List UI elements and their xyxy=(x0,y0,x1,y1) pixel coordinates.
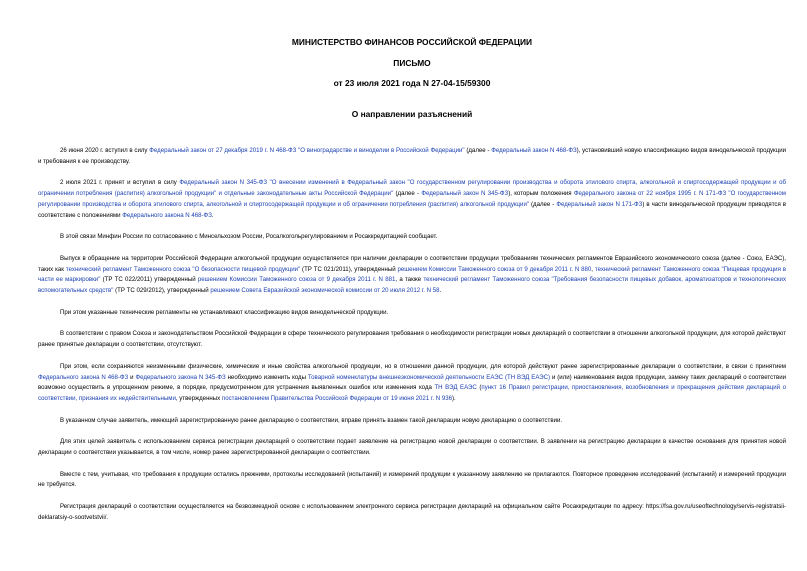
paragraph-text: ), которым положения xyxy=(508,190,574,198)
document-link[interactable]: Федерального закона N 468-ФЗ xyxy=(38,373,129,381)
paragraph-text: (ТР ТС 029/2012), утвержденный xyxy=(113,287,211,295)
paragraph-text: ( xyxy=(476,384,482,392)
document-link[interactable]: решением Совета Евразийской экономической комиссии от 20 июля 2012 г. N 58 xyxy=(210,287,440,295)
document-type: ПИСЬМО xyxy=(393,58,431,68)
paragraph-text: . xyxy=(211,211,214,219)
paragraph-text: (ТР ТС 022/2011) утвержденный xyxy=(100,276,198,284)
document-link[interactable]: технический регламент Таможенного союза "Пищевая продукция в части ее маркировки" xyxy=(38,265,786,284)
paragraph xyxy=(38,232,786,243)
document-link[interactable]: Федерального закона N 468-ФЗ xyxy=(122,211,212,219)
paragraph-text: Выпуск в обращение на территории Российской Федерации алкогольной продукции осуществляется при наличии декларации о соответствии продукции требованиям технических регламентов Евразийского экономического союза (далее - Союз, ЕАЭС), таких как xyxy=(38,254,786,273)
paragraph-text: и xyxy=(128,373,136,381)
paragraph-text: . xyxy=(439,287,442,295)
subject-title: О направлении разъяснений xyxy=(351,109,473,119)
paragraph-text: Вместе с тем, учитывая, что требования к продукции остались прежними, протоколы исследований (испытаний) и измерений продукции к указанному заявлению не прилагаются. Повторное проведение исследований (испытаний) и измерений продукции не требуется. xyxy=(38,470,786,489)
document-link[interactable]: Федеральный закон N 468-ФЗ xyxy=(491,147,577,154)
paragraph xyxy=(38,502,786,523)
ministry-heading: МИНИСТЕРСТВО ФИНАНСОВ РОССИЙСКОЙ ФЕДЕРАЦИИ xyxy=(291,37,533,47)
paragraph-text: , xyxy=(591,265,595,273)
paragraph-text: (далее - xyxy=(464,147,492,154)
paragraph-text: ). xyxy=(452,394,456,402)
document-link[interactable]: технический регламент Таможенного союза "О безопасности пищевой продукции" xyxy=(65,265,301,273)
paragraph xyxy=(38,308,786,319)
paragraph-text: Регистрация деклараций о соответствии осуществляется на безвозмездной основе с использованием электронного сервиса регистрации деклараций на официальном сайте Росаккредитации по адресу: https://fsa.gov.ru/useoftechnology/servis-registratsii-deklaratsiy-o-sootvetstvii/. xyxy=(38,503,786,521)
document-link[interactable]: постановлением Правительства Российской Федерации от 19 июня 2021 г. N 936 xyxy=(221,394,453,402)
document-link[interactable]: решением Комиссии Таможенного союза от 9 декабря 2011 г. N 881 xyxy=(197,276,396,284)
document-link[interactable]: Федерального закона от 22 ноября 1995 г. N 171-ФЗ "О государственном регулировании производства и оборота этилового спирта, алкогольной и спиртосодержащей продукции и об ограничении потребления (распития) алкогольной продукции" xyxy=(38,190,786,208)
document-link[interactable]: решением Комиссии Таможенного союза от 9 декабря 2011 г. N 880 xyxy=(397,265,592,273)
document-link[interactable]: Федерального закона N 345-ФЗ xyxy=(135,373,226,381)
paragraph xyxy=(38,254,786,297)
document-link[interactable]: Федеральный закон N 345-ФЗ "О внесении изменений в Федеральный закон "О государственном регулировании производства и оборота этилового спирта, алкогольной и спиртосодержащей продукции и об ограничении потребления (распития) алкогольной продукции" и отдельные законодательные акты Российской Федерации" xyxy=(38,179,786,198)
paragraph-text: При этом указанные технические регламенты не устанавливают классификацию видов винодельческой продукции. xyxy=(60,308,389,316)
paragraph xyxy=(38,146,786,167)
paragraph-text: В соответствии с правом Союза и законодательством Российской Федерации в сфере технического регулирования требования о необходимости регистрации новых деклараций о соответствии в отношении алкогольной продукции, для которой действуют ранее принятые декларации о соответствии, отсутствуют. xyxy=(38,330,786,349)
paragraph-text: ) в части винодельческой продукции приводятся в соответствие с положениями xyxy=(38,200,786,219)
document-body xyxy=(38,146,786,524)
paragraph xyxy=(38,178,786,221)
paragraph-text: В этой связи Минфин России по согласованию с Минсельхозом России, Росалкогольрегулированием и Росаккредитацией сообщает. xyxy=(60,233,438,241)
document-link[interactable]: Федеральный закон N 345-ФЗ xyxy=(421,190,509,198)
document-link[interactable]: ТН ВЭД ЕАЭС xyxy=(434,384,477,392)
paragraph-text: Для этих целей заявитель с использованием сервиса регистрации деклараций о соответствии подает заявление на регистрацию новой декларации о соответствии. В заявлении на регистрацию декларации в качестве основания для принятия новой декларации о соответствии указывается, в том числе, номер ранее зарегистрированной декларации о соответствии. xyxy=(38,438,786,457)
paragraph-text: и (или) наименования видов продукции, замену таких деклараций о соответствии возможно осуществить в упрощенном режиме, в порядке, предусмотренном для устранения выявленных ошибок или изменения кода xyxy=(38,373,786,392)
paragraph-text: необходимо изменить коды xyxy=(225,373,308,381)
paragraph-text: В указанном случае заявитель, имеющий зарегистрированную ранее декларацию о соответствии, вправе принять взамен такой декларации новую декларацию о соответствии. xyxy=(60,416,563,424)
paragraph-text: При этом, если сохраняются неизменными физические, химические и иные свойства алкогольной продукции, но в отношении данной продукции, для которой действуют ранее зарегистрированные декларации о соответствии, в связи с принятием xyxy=(60,362,786,370)
document-link[interactable]: Федеральный закон N 171-ФЗ xyxy=(556,200,643,208)
paragraph-text: (далее - xyxy=(529,200,557,208)
document-link[interactable]: Федеральный закон от 27 декабря 2019 г. N 468-ФЗ "О виноградарстве и виноделии в Российской Федерации" xyxy=(149,147,465,154)
document-link[interactable]: Товарной номенклатуры внешнеэкономической деятельности ЕАЭС (ТН ВЭД ЕАЭС) xyxy=(307,373,551,381)
paragraph-text: ), установивший новую классификацию видов винодельческой продукции и требования к ее производству. xyxy=(38,147,787,165)
paragraph-text: 2 июля 2021 г. принят и вступил в силу xyxy=(60,179,180,187)
paragraph xyxy=(38,416,786,427)
paragraph-text: , а также xyxy=(395,276,424,284)
paragraph xyxy=(38,362,786,405)
paragraph-text: 26 июня 2020 г. вступил в силу xyxy=(60,147,150,154)
paragraph-text: , утвержденных xyxy=(175,394,222,402)
document-link[interactable]: пункт 16 Правил регистрации, приостановления, возобновления и прекращения действия деклараций о соответствии, признания их недействительными xyxy=(38,384,786,402)
paragraph-text: (далее - xyxy=(393,190,422,198)
paragraph xyxy=(38,329,786,350)
document-link[interactable]: технический регламент Таможенного союза "Требования безопасности пищевых добавок, ароматизаторов и технологических вспомогательных средств" xyxy=(38,276,787,295)
paragraph xyxy=(38,470,786,491)
date-number: от 23 июля 2021 года N 27-04-15/59300 xyxy=(333,78,491,88)
paragraph-text: (ТР ТС 021/2011), утвержденный xyxy=(300,265,398,273)
paragraph xyxy=(38,437,786,458)
